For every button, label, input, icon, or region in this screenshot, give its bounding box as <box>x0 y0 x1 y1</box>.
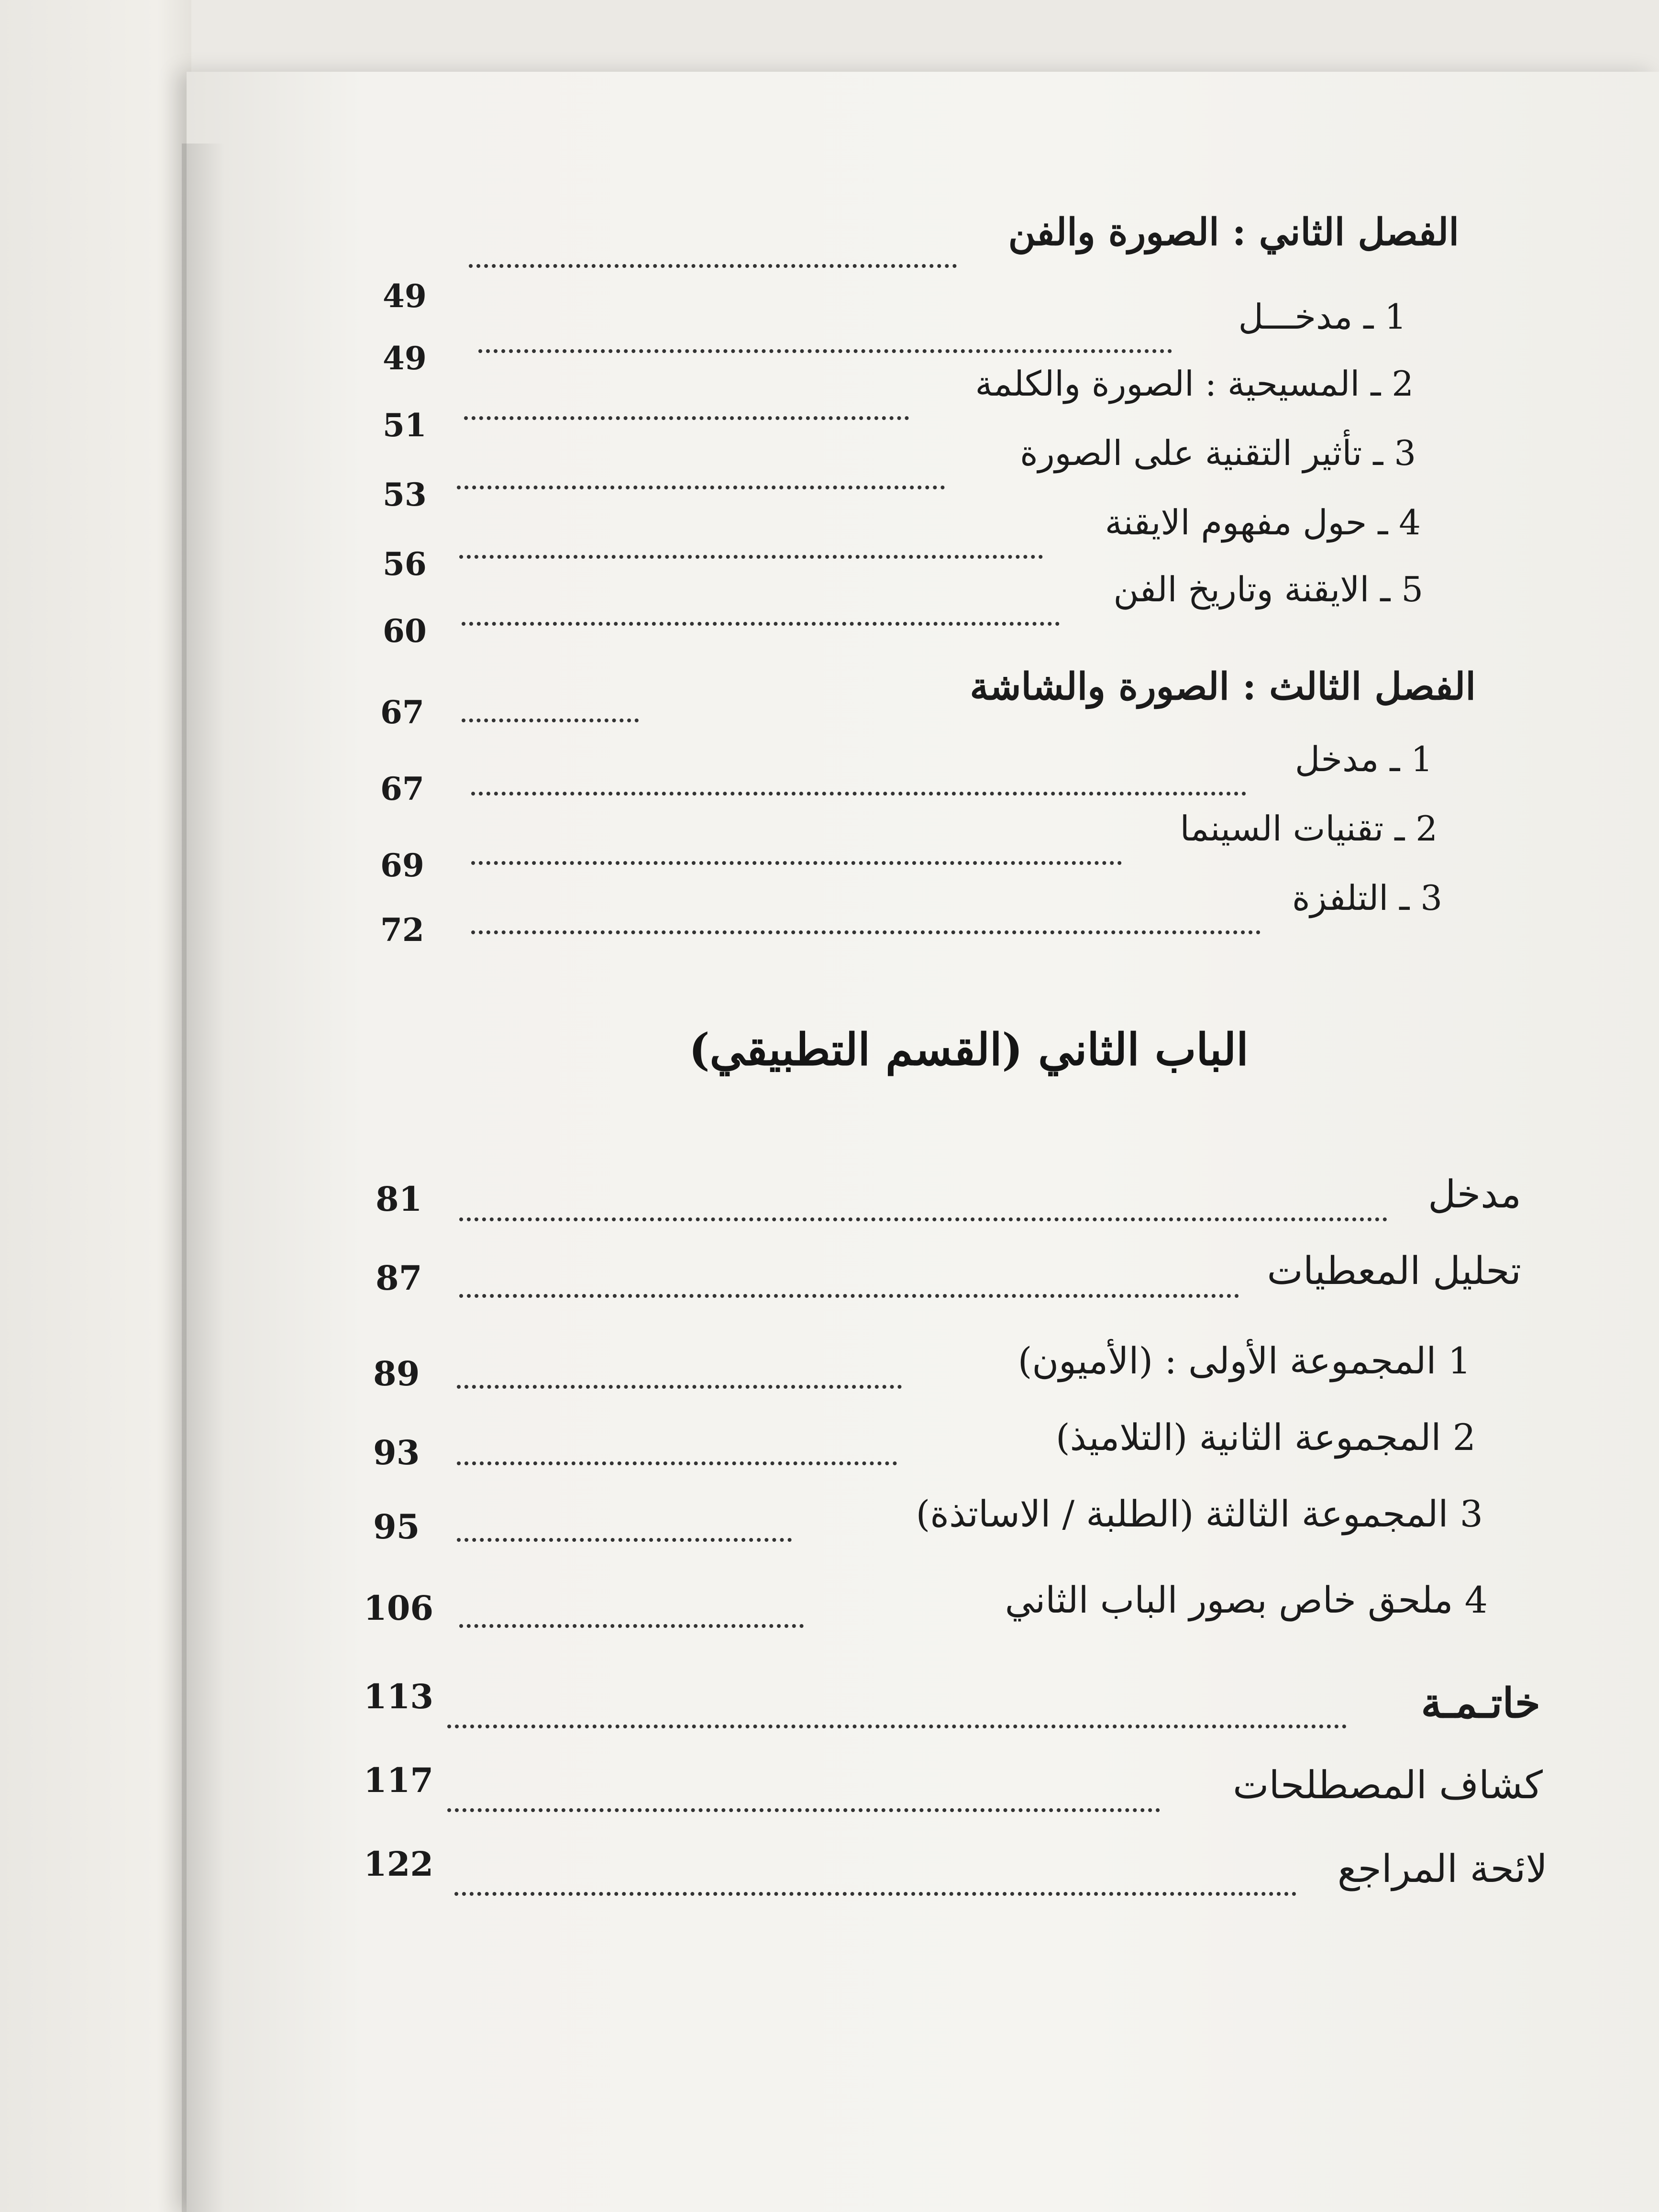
entry-title: 3 ـ التلفزة <box>1292 878 1442 918</box>
dot-leader <box>462 719 639 722</box>
toc-chapter-heading[interactable] <box>462 665 1476 722</box>
entry-title: لائحة المراجع <box>1337 1847 1548 1891</box>
toc-entry[interactable] <box>478 297 1406 354</box>
toc-entry[interactable] <box>459 1579 1488 1636</box>
page-number: 106 <box>364 1588 434 1628</box>
dot-leader <box>454 1892 1296 1896</box>
page-number: 113 <box>364 1677 434 1716</box>
dot-leader <box>471 792 1246 796</box>
entry-title: 4 ملحق خاص بصور الباب الثاني <box>1005 1579 1488 1621</box>
page-number: 67 <box>380 694 424 731</box>
page-number: 69 <box>380 847 424 884</box>
toc-chapter-heading[interactable] <box>469 210 1459 268</box>
entry-title: 2 المجموعة الثانية (التلاميذ) <box>1056 1416 1476 1459</box>
page-number: 93 <box>373 1433 420 1472</box>
entry-title: 5 ـ الايقنة وتاريخ الفن <box>1113 569 1423 609</box>
entry-title: 1 ـ مدخـــل <box>1238 297 1406 337</box>
toc-entry[interactable] <box>447 1763 1543 1820</box>
dot-leader <box>447 1725 1347 1728</box>
toc-entry[interactable] <box>459 1249 1521 1306</box>
chapter-title: الفصل الثالث : الصورة والشاشة <box>970 665 1476 708</box>
entry-title: 3 ـ تأثير التقنية على الصورة <box>1020 433 1416 473</box>
toc-entry[interactable] <box>471 808 1438 866</box>
entry-title: كشاف المصطلحات <box>1233 1763 1543 1807</box>
page-number: 72 <box>380 911 424 949</box>
entry-title: 2 ـ المسيحية : الصورة والكلمة <box>975 364 1414 404</box>
dot-leader <box>459 1294 1239 1298</box>
dot-leader <box>457 1538 792 1542</box>
toc-entry[interactable] <box>459 502 1421 560</box>
entry-title: 1 المجموعة الأولى : (الأميون) <box>1018 1339 1471 1382</box>
page-number: 81 <box>376 1179 422 1219</box>
page-gutter-shadow <box>182 144 225 2212</box>
dot-leader <box>459 1624 804 1628</box>
toc-entry[interactable] <box>457 433 1416 490</box>
dot-leader <box>459 555 1043 559</box>
entry-title: 4 ـ حول مفهوم الايقنة <box>1105 502 1421 542</box>
page-number: 87 <box>376 1258 422 1298</box>
toc-entry[interactable] <box>457 1493 1483 1550</box>
page-number: 67 <box>380 770 424 807</box>
dot-leader <box>457 1385 902 1389</box>
entry-title: تحليل المعطيات <box>1267 1249 1521 1293</box>
toc-entry[interactable] <box>457 1416 1476 1473</box>
dot-leader <box>471 861 1122 865</box>
entry-title: خاتـمـة <box>1421 1679 1540 1727</box>
entry-title: 3 المجموعة الثالثة (الطلبة / الاساتذة) <box>916 1493 1483 1535</box>
page-number: 95 <box>373 1507 420 1547</box>
dot-leader <box>478 349 1172 353</box>
chapter-title: الفصل الثاني : الصورة والفن <box>1008 210 1459 254</box>
toc-entry[interactable] <box>457 1339 1471 1397</box>
toc-entry[interactable] <box>454 1847 1548 1904</box>
toc-entry[interactable] <box>471 739 1433 796</box>
dot-leader <box>469 264 957 268</box>
toc-entry[interactable] <box>459 1172 1521 1229</box>
toc-entry[interactable] <box>471 878 1442 935</box>
page-number: 60 <box>383 612 427 650</box>
page-number: 122 <box>364 1844 434 1884</box>
dot-leader <box>459 1217 1387 1221</box>
toc-entry[interactable] <box>464 364 1414 421</box>
page-number: 89 <box>373 1354 420 1394</box>
dot-leader <box>471 930 1261 934</box>
part-heading: الباب الثاني (القسم التطبيقي) <box>689 1024 1249 1075</box>
page-number: 49 <box>383 340 427 377</box>
dot-leader <box>464 416 909 420</box>
page-number: 51 <box>383 407 427 444</box>
dot-leader <box>447 1808 1160 1812</box>
entry-title: 2 ـ تقنيات السينما <box>1180 808 1438 849</box>
page-number: 117 <box>364 1760 434 1800</box>
page-number: 49 <box>383 277 427 315</box>
entry-title: 1 ـ مدخل <box>1294 739 1433 779</box>
page-number: 56 <box>383 545 427 583</box>
toc-entry[interactable] <box>462 569 1423 627</box>
toc-entry[interactable] <box>447 1679 1540 1736</box>
dot-leader <box>457 486 945 489</box>
dot-leader <box>462 622 1060 626</box>
dot-leader <box>457 1461 897 1465</box>
page-number: 53 <box>383 476 427 513</box>
entry-title: مدخل <box>1428 1172 1521 1217</box>
